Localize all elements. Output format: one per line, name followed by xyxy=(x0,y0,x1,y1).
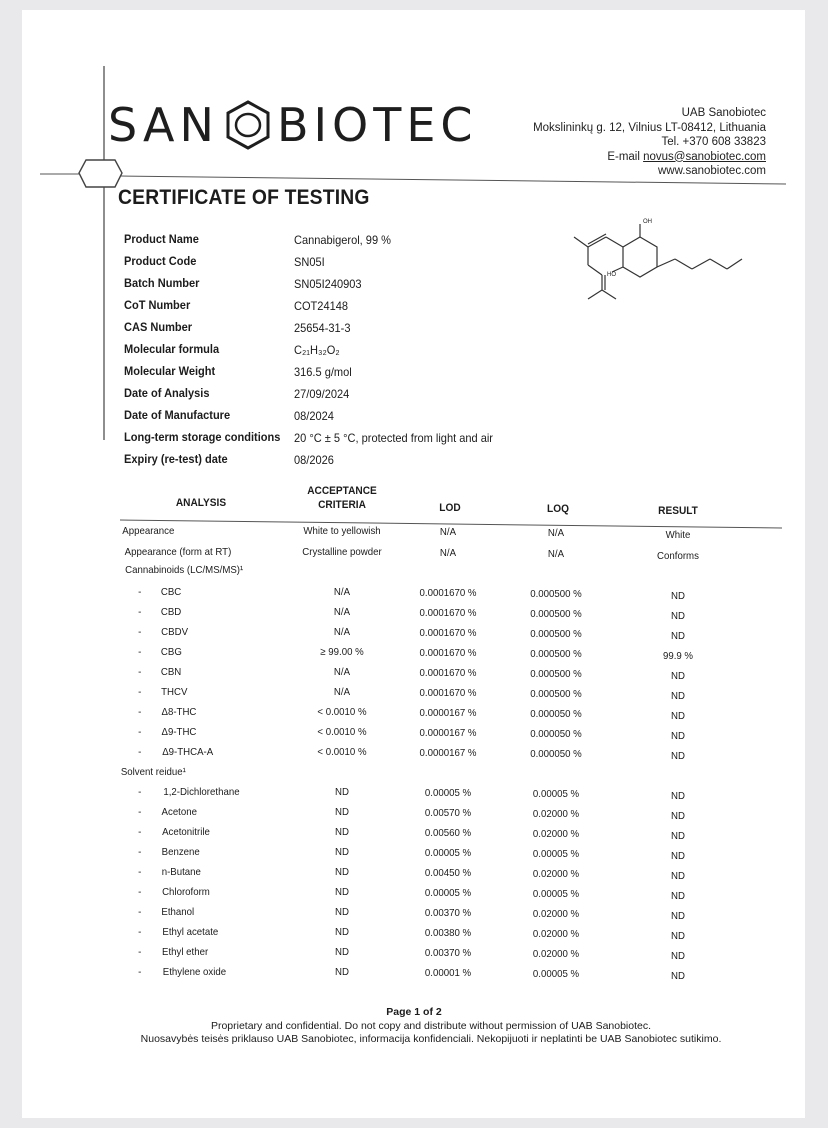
row-lod: 0.0001670 % xyxy=(419,587,477,599)
row-bullet: - xyxy=(138,586,142,598)
row-result: ND xyxy=(671,970,685,982)
row-lod: 0.00001 % xyxy=(424,967,472,979)
row-name: CBG xyxy=(160,646,182,658)
row-criteria: < 0.0010 % xyxy=(317,746,367,758)
row-lod: 0.0001670 % xyxy=(419,647,477,659)
product-value: 27/09/2024 xyxy=(294,387,350,401)
row-name: CBD xyxy=(160,606,182,618)
row-bullet: - xyxy=(138,826,142,838)
row-name: Chloroform xyxy=(162,886,210,898)
product-value: 25654-31-3 xyxy=(294,321,351,335)
row-result: ND xyxy=(671,730,685,742)
row-lod: 0.0000167 % xyxy=(419,727,477,739)
row-lod: 0.00450 % xyxy=(424,867,472,879)
product-label: CAS Number xyxy=(124,320,193,334)
row-result: ND xyxy=(671,590,685,602)
row-bullet: - xyxy=(138,746,142,758)
row-loq: 0.02000 % xyxy=(532,868,580,880)
row-lod: 0.00005 % xyxy=(424,847,472,859)
row-result: ND xyxy=(671,930,685,942)
row-loq: 0.000500 % xyxy=(530,608,582,620)
row-lod: 0.00560 % xyxy=(424,827,472,839)
company-tel: Tel. +370 608 33823 xyxy=(661,136,766,148)
row-loq: 0.000500 % xyxy=(530,688,582,700)
row-loq: 0.000500 % xyxy=(530,588,582,600)
row-bullet: - xyxy=(138,966,142,978)
footer-line-2: Nuosavybės teisės priklauso UAB Sanobiotec, informacija konfidenciali. Nekopijuoti ir neplatinti be UAB Sanobiotec sutikimo. xyxy=(140,1033,722,1045)
row-result: Conforms xyxy=(657,550,699,562)
row-loq: 0.02000 % xyxy=(532,908,580,920)
row-criteria: ND xyxy=(335,926,349,938)
row-loq: 0.000050 % xyxy=(530,708,582,720)
row-lod: 0.00370 % xyxy=(424,947,472,959)
row-lod: N/A xyxy=(439,547,457,559)
col-analysis: ANALYSIS xyxy=(175,497,227,509)
row-name: Ethanol xyxy=(161,906,195,918)
product-value: 316.5 g/mol xyxy=(294,365,352,379)
row-bullet: - xyxy=(138,906,142,918)
page-number: Page 1 of 2 xyxy=(386,1006,442,1018)
product-label: Batch Number xyxy=(124,276,200,290)
product-label: Date of Analysis xyxy=(124,386,210,400)
row-criteria: White to yellowish xyxy=(303,525,381,537)
logo-text-left: SAN xyxy=(108,97,219,152)
row-name: Ethyl acetate xyxy=(162,926,219,938)
row-name: Acetone xyxy=(161,806,197,818)
row-lod: 0.00380 % xyxy=(424,927,472,939)
row-criteria: ND xyxy=(335,786,349,798)
row-result: ND xyxy=(671,810,685,822)
row-result: ND xyxy=(671,610,685,622)
row-bullet: - xyxy=(138,686,142,698)
row-name: Ethylene oxide xyxy=(162,966,227,978)
row-criteria: N/A xyxy=(333,606,351,618)
row-name: CBDV xyxy=(161,626,189,638)
row-criteria: ND xyxy=(335,886,349,898)
row-name: Acetonitrile xyxy=(162,826,210,838)
row-bullet: - xyxy=(138,806,142,818)
product-value: 08/2024 xyxy=(294,409,334,423)
col-result: RESULT xyxy=(658,505,698,517)
email-label: E-mail xyxy=(607,150,644,163)
product-label: Date of Manufacture xyxy=(124,408,231,422)
row-criteria: N/A xyxy=(333,586,351,598)
row-loq: 0.02000 % xyxy=(532,928,580,940)
col-loq: LOQ xyxy=(547,503,569,515)
row-result: ND xyxy=(671,890,685,902)
company-web: www.sanobiotec.com xyxy=(657,165,766,177)
col-acceptance-line2: CRITERIA xyxy=(318,499,366,511)
row-name: Δ8-THC xyxy=(161,706,197,718)
row-criteria: ND xyxy=(335,906,349,918)
row-bullet: - xyxy=(138,606,142,618)
row-lod: 0.0001670 % xyxy=(419,607,477,619)
row-loq: 0.02000 % xyxy=(532,828,580,840)
row-lod: 0.00005 % xyxy=(424,787,472,799)
row-name: CBN xyxy=(160,666,182,678)
product-label: Expiry (re-test) date xyxy=(124,452,228,466)
row-bullet: - xyxy=(138,726,142,738)
col-lod: LOD xyxy=(439,502,461,514)
company-email-line xyxy=(533,150,766,165)
ho-label: HO xyxy=(607,272,616,278)
company-name: UAB Sanobiotec xyxy=(681,107,766,119)
company-info xyxy=(533,106,766,179)
row-bullet: - xyxy=(138,886,142,898)
product-label: Molecular Weight xyxy=(124,364,216,378)
row-lod: 0.0000167 % xyxy=(419,747,477,759)
row-criteria: N/A xyxy=(333,666,351,678)
row-name: Benzene xyxy=(161,846,200,858)
product-value: COT24148 xyxy=(294,299,349,313)
row-name: 1,2-Dichlorethane xyxy=(163,786,240,798)
row-result: ND xyxy=(671,630,685,642)
row-criteria: ND xyxy=(335,826,349,838)
row-loq: 0.000500 % xyxy=(530,628,582,640)
oh-label: OH xyxy=(643,219,652,225)
row-name: Δ9-THCA-A xyxy=(162,746,214,758)
row-loq: 0.00005 % xyxy=(532,888,580,900)
row-name: CBC xyxy=(160,586,182,598)
product-value: Cannabigerol, 99 % xyxy=(294,233,391,247)
row-loq: 0.00005 % xyxy=(532,848,580,860)
row-loq: 0.02000 % xyxy=(532,808,580,820)
row-loq: 0.000050 % xyxy=(530,748,582,760)
row-criteria: ND xyxy=(335,946,349,958)
row-lod: 0.0001670 % xyxy=(419,687,477,699)
row-loq: N/A xyxy=(547,548,565,560)
product-value: SN05I xyxy=(294,255,325,269)
row-result: ND xyxy=(671,690,685,702)
row-criteria: ND xyxy=(335,966,349,978)
row-criteria: Crystalline powder xyxy=(302,546,382,558)
section-heading-cannabinoids: Cannabinoids (LC/MS/MS)¹ xyxy=(125,564,244,576)
row-name: THCV xyxy=(161,686,188,698)
product-label: CoT Number xyxy=(124,298,191,312)
row-name: Appearance (form at RT) xyxy=(124,546,232,558)
row-bullet: - xyxy=(138,646,142,658)
row-lod: 0.00370 % xyxy=(424,907,472,919)
product-label: Long-term storage conditions xyxy=(124,430,281,444)
row-result: 99.9 % xyxy=(662,650,694,662)
row-name: n-Butane xyxy=(161,866,201,878)
row-criteria: ND xyxy=(335,846,349,858)
product-value: C₂₁H₃₂O₂ xyxy=(294,343,340,357)
row-bullet: - xyxy=(138,926,142,938)
row-bullet: - xyxy=(138,786,142,798)
row-result: ND xyxy=(671,750,685,762)
row-loq: 0.00005 % xyxy=(532,968,580,980)
row-loq: 0.00005 % xyxy=(532,788,580,800)
section-heading-solvents: Solvent reidue¹ xyxy=(120,766,186,778)
row-criteria: < 0.0010 % xyxy=(317,726,367,738)
row-loq: N/A xyxy=(547,527,565,539)
row-bullet: - xyxy=(138,946,142,958)
row-criteria: ND xyxy=(335,806,349,818)
row-result: ND xyxy=(671,910,685,922)
row-name: Δ9-THC xyxy=(161,726,197,738)
row-loq: 0.02000 % xyxy=(532,948,580,960)
row-name: Ethyl ether xyxy=(162,946,209,958)
row-lod: 0.0001670 % xyxy=(419,627,477,639)
product-label: Product Name xyxy=(124,232,199,246)
row-result: ND xyxy=(671,830,685,842)
email-link[interactable]: novus@sanobiotec.com xyxy=(643,150,766,163)
company-address: Mokslininkų g. 12, Vilnius LT-08412, Lithuania xyxy=(533,121,766,134)
product-value: 08/2026 xyxy=(294,453,334,467)
row-result: ND xyxy=(671,850,685,862)
molecule-structure-image xyxy=(560,212,750,302)
row-lod: 0.00570 % xyxy=(424,807,472,819)
row-bullet: - xyxy=(138,666,142,678)
row-lod: N/A xyxy=(439,526,457,538)
row-result: White xyxy=(665,529,691,541)
product-label: Product Code xyxy=(124,254,197,268)
row-result: ND xyxy=(671,950,685,962)
row-bullet: - xyxy=(138,626,142,638)
row-criteria: N/A xyxy=(333,686,351,698)
logo-text-right: BIOTEC xyxy=(276,97,478,152)
row-lod: 0.00005 % xyxy=(424,887,472,899)
row-loq: 0.000050 % xyxy=(530,728,582,740)
row-lod: 0.0000167 % xyxy=(419,707,477,719)
row-bullet: - xyxy=(138,846,142,858)
row-result: ND xyxy=(671,790,685,802)
row-result: ND xyxy=(671,670,685,682)
row-lod: 0.0001670 % xyxy=(419,667,477,679)
row-bullet: - xyxy=(138,706,142,718)
page-title: CERTIFICATE OF TESTING xyxy=(118,186,370,209)
company-logo xyxy=(108,94,478,152)
benzene-ring-icon xyxy=(222,99,274,151)
row-criteria: N/A xyxy=(333,626,351,638)
hexagon-icon xyxy=(79,160,122,187)
row-loq: 0.000500 % xyxy=(530,648,582,660)
row-name: Appearance xyxy=(122,525,175,537)
product-value: SN05I240903 xyxy=(294,277,362,291)
product-value: 20 °C ± 5 °C, protected from light and air xyxy=(294,431,493,445)
row-result: ND xyxy=(671,710,685,722)
footer-line-1: Proprietary and confidential. Do not copy and distribute without permission of UAB Sanobiotec. xyxy=(210,1020,652,1032)
row-criteria: < 0.0010 % xyxy=(317,706,367,718)
row-loq: 0.000500 % xyxy=(530,668,582,680)
row-result: ND xyxy=(671,870,685,882)
col-acceptance-line1: ACCEPTANCE xyxy=(307,485,377,497)
row-bullet: - xyxy=(138,866,142,878)
row-criteria: ≥ 99.00 % xyxy=(320,646,364,658)
product-label: Molecular formula xyxy=(124,342,220,356)
row-criteria: ND xyxy=(335,866,349,878)
